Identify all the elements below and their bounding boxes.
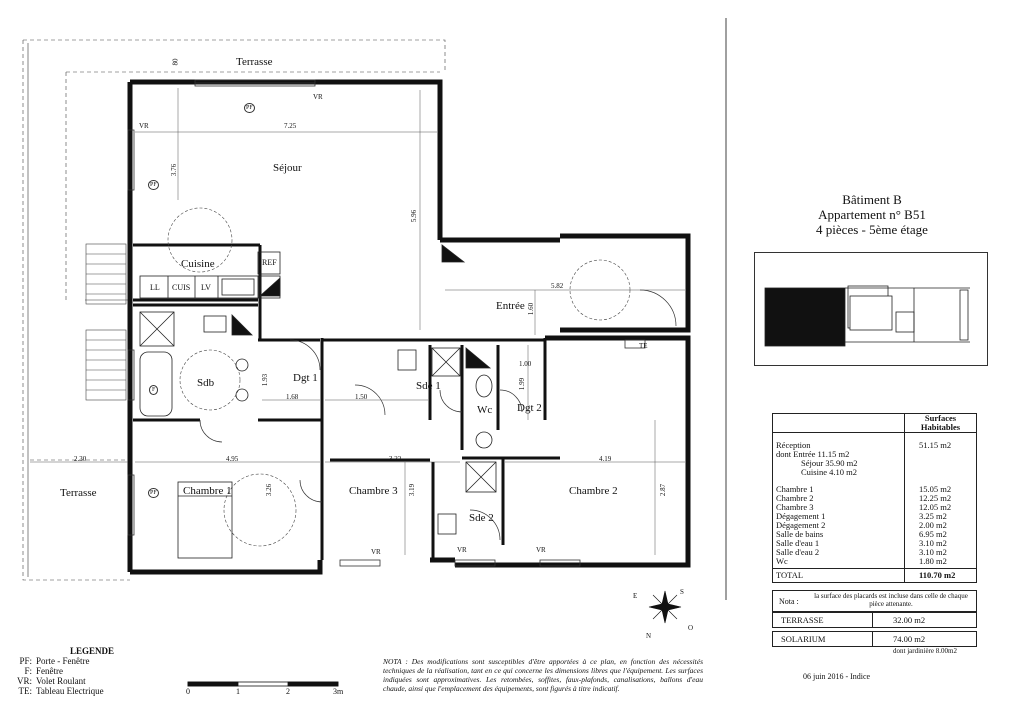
dim-582: 5.82 [551,282,564,290]
scale-1: 1 [236,687,240,696]
symbol-te: TE [639,342,648,350]
dim-150: 1.50 [355,393,368,401]
room-terrasse-left: Terrasse [60,487,97,499]
reception-label: Réception [773,433,905,451]
table-row: Salle d'eau 1 [773,539,905,548]
table-row: Wc [773,557,905,569]
room-entree: Entrée [496,300,525,312]
legend [10,646,114,696]
dim-596: 5.96 [410,209,419,223]
room-sde1: Sde 1 [416,380,441,392]
footer-date: 06 juin 2016 - Indice [803,672,871,681]
dim-322: 3.22 [389,455,402,463]
disclaimer-note: NOTA : Des modifications sont susceptibles d'être apportées à ce plan, en fonction des nécessités techniques de la réalisation, tant en ce qui concerne les dimensions libres que l'équipement. Les surfaces indiquées sont approximatives. Les retombées, soffites, faux-plafonds, canalisations, ballons d'eau chaude, ainsi que l'emplacement des équipements, sont figurés à titre indicatif. [383,657,703,693]
compass [649,591,681,623]
table-row: Salle de bains [773,530,905,539]
label-ref: REF [262,258,277,267]
label-lv: LV [201,283,211,292]
symbol-pf-left: PF [150,182,157,188]
building-label: Bâtiment B [842,192,902,207]
nota-box [772,590,977,612]
dim-326: 3.26 [265,483,274,497]
dim-725: 7.25 [284,122,297,130]
room-dgt1: Dgt 1 [293,372,318,384]
dim-376: 3.76 [170,163,179,177]
symbol-pf-top: PF [246,105,253,111]
stairs [86,244,126,400]
table-row: Chambre 2 [773,494,905,503]
turning-circles [168,208,630,546]
table-row: Chambre 3 [773,503,905,512]
dim-80: 80 [171,58,180,66]
room-chambre1: Chambre 1 [183,485,232,497]
dim-160: 1.60 [527,302,536,316]
symbol-vr-left: VR [139,122,149,130]
room-chambre3: Chambre 3 [349,485,398,497]
room-sdb: Sdb [197,377,215,389]
apartment-number: Appartement n° B51 [818,207,926,222]
room-chambre2: Chambre 2 [569,485,618,497]
table-row: Salle d'eau 2 [773,548,905,557]
dim-419: 4.19 [599,455,612,463]
legend-item: F: Fenêtre [24,666,63,676]
scale-2: 2 [286,687,290,696]
table-row: Dégagement 1 [773,512,905,521]
total-value: 110.70 m2 [919,570,956,580]
table-row: Chambre 1 [773,477,905,494]
location-thumbnail-frame [754,252,988,366]
scale-3: 3m [333,687,344,696]
dim-168: 1.68 [286,393,299,401]
compass-s: S [680,588,684,596]
label-cuis: CUIS [172,283,191,292]
room-sejour: Séjour [273,162,302,174]
reception-value: 51.15 m2 [919,440,952,450]
apartment-header [752,192,992,237]
nota-text: la surface des placards est incluse dans celle de chaque pièce attenante. [814,592,968,608]
surfaces-table: Surfaces Habitables Réception 51.15 m2 dont Entrée 11.15 m2 Séjour 35.90 m2 Cuisine 4.10 m2 Chambre 1 15.05 m2 Chambre 2 12.25 m2 Chambre 3 12.05 m2 Dégagement 1 3.25 m2 Dégagement 2 2.00 m2 Salle de bains 6.95 m2 Salle d'eau 1 3.10 m2 Salle d'eau 2 3.10 m2 Wc 1.80 m2 TOTAL 110.70 m2 [772,413,977,583]
room-cuisine: Cuisine [181,258,215,270]
solarium-box [772,631,977,647]
dim-193: 1.93 [261,373,270,387]
apartment-type: 4 pièces - 5ème étage [816,222,928,237]
terrasse-value: 32.00 m2 [893,615,926,625]
compass-e: E [633,592,638,600]
room-sde2: Sde 2 [469,512,494,524]
legend-title: LEGENDE [70,646,115,656]
total-label: TOTAL [773,569,905,583]
symbol-pf-chambre1: PF [150,490,157,496]
legend-item: VR: Volet Roulant [16,676,86,686]
terrasse-box [772,612,977,628]
dim-199: 1.99 [518,377,527,391]
internal-walls [133,245,560,560]
scale-bar [188,682,338,686]
legend-item: PF: Porte - Fenêtre [19,656,90,666]
compass-o: O [688,624,694,632]
legend-item: TE: Tableau Electrique [18,686,104,696]
compass-n: N [646,632,652,640]
dim-287: 2.87 [659,483,668,497]
scale-0: 0 [186,687,190,696]
jardiniere-note: dont jardinière 8.00m2 [893,647,957,655]
symbol-vr-ch3: VR [371,548,381,556]
symbol-vr-top: VR [313,93,323,101]
symbol-vr-ch2: VR [536,546,546,554]
symbol-f-sdb: F [149,385,158,395]
walls [130,82,688,572]
dim-100: 1.00 [519,360,532,368]
dim-495: 4.95 [226,455,239,463]
nota-key: Nota : [779,597,799,606]
solarium-value: 74.00 m2 [893,634,926,644]
room-wc: Wc [477,404,493,416]
surfaces-title: Surfaces Habitables [905,414,977,433]
dim-319: 3.19 [408,483,417,497]
symbol-vr-sde2: VR [457,546,467,554]
terrace-outline [23,40,445,580]
room-dgt2: Dgt 2 [517,402,542,414]
terrasse-label: TERRASSE [773,613,873,627]
table-row: Dégagement 2 [773,521,905,530]
solarium-label: SOLARIUM [773,632,873,646]
fixtures [140,312,496,558]
room-terrasse-top: Terrasse [236,56,273,68]
label-ll: LL [150,283,160,292]
dim-230: 2.30 [74,455,87,463]
